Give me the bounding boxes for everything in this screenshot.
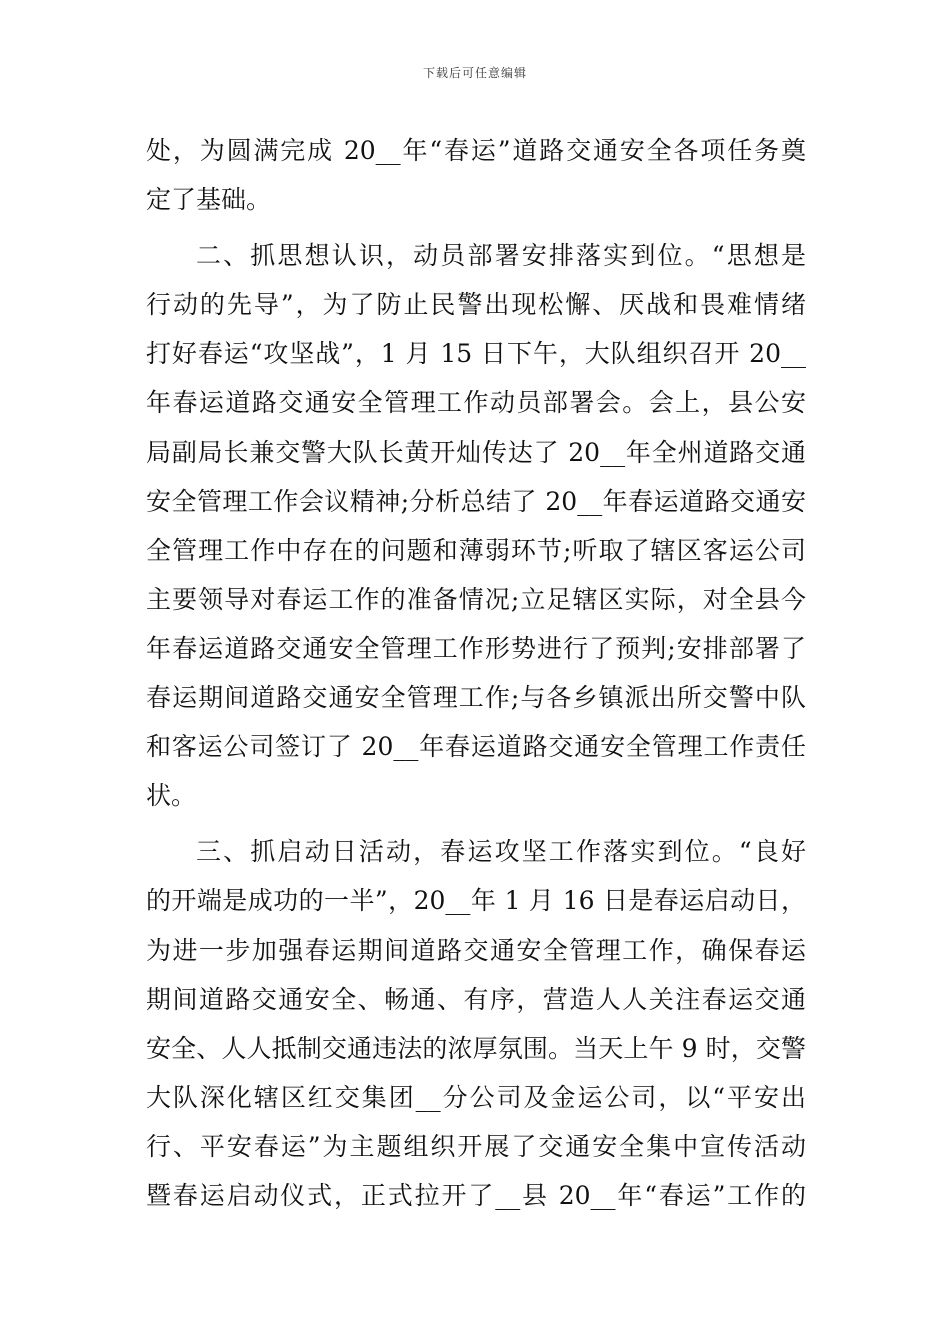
- text-line: 三、抓启动日活动，春运攻坚工作落实到位。“良好: [196, 837, 806, 867]
- text-line: 年春运道路交通安全管理工作形势进行了预判;安排部署了: [146, 633, 806, 663]
- text-line: 打好春运“攻坚战”，1 月 15 日下午，大队组织召开 20__: [146, 339, 806, 369]
- text-line: 行动的先导”，为了防止民警出现松懈、厌战和畏难情绪: [146, 290, 806, 320]
- document-body: [146, 126, 806, 1220]
- text-line: 安全、人人抵制交通违法的浓厚氛围。当天上午 9 时，交警: [146, 1033, 806, 1063]
- text-line: 为进一步加强春运期间道路交通安全管理工作，确保春运: [146, 935, 806, 965]
- text-line: 和客运公司签订了 20__年春运道路交通安全管理工作责任: [146, 732, 806, 762]
- text-line: 状。: [146, 781, 197, 811]
- text-line: 大队深化辖区红交集团__分公司及金运公司，以“平安出: [146, 1082, 806, 1112]
- text-line: 处，为圆满完成 20__年“春运”道路交通安全各项任务奠: [146, 136, 806, 165]
- text-line: 暨春运启动仪式，正式拉开了__县 20__年“春运”工作的: [146, 1180, 806, 1210]
- text-line: 行、平安春运”为主题组织开展了交通安全集中宣传活动: [146, 1131, 806, 1161]
- page-header: 下载后可任意编辑: [422, 66, 527, 80]
- text-line: 期间道路交通安全、畅通、有序，营造人人关注春运交通: [146, 984, 806, 1014]
- paragraph-1: [146, 126, 806, 224]
- text-line: 定了基础。: [146, 185, 272, 215]
- text-line: 春运期间道路交通安全管理工作;与各乡镇派出所交警中队: [146, 683, 806, 713]
- text-line: 的开端是成功的一半”，20__年 1 月 16 日是春运启动日，: [146, 886, 806, 916]
- text-line: 全管理工作中存在的问题和薄弱环节;听取了辖区客运公司: [146, 535, 806, 565]
- text-line: 主要领导对春运工作的准备情况;立足辖区实际，对全县今: [146, 584, 806, 614]
- text-line: 二、抓思想认识，动员部署安排落实到位。“思想是: [196, 241, 806, 271]
- text-line: 安全管理工作会议精神;分析总结了 20__年春运道路交通安: [146, 486, 806, 516]
- text-line: 年春运道路交通安全管理工作动员部署会。会上，县公安: [146, 388, 806, 418]
- text-line: 局副局长兼交警大队长黄开灿传达了 20__年全州道路交通: [146, 437, 806, 467]
- paragraph-2: [146, 231, 806, 820]
- paragraph-3: [146, 827, 806, 1220]
